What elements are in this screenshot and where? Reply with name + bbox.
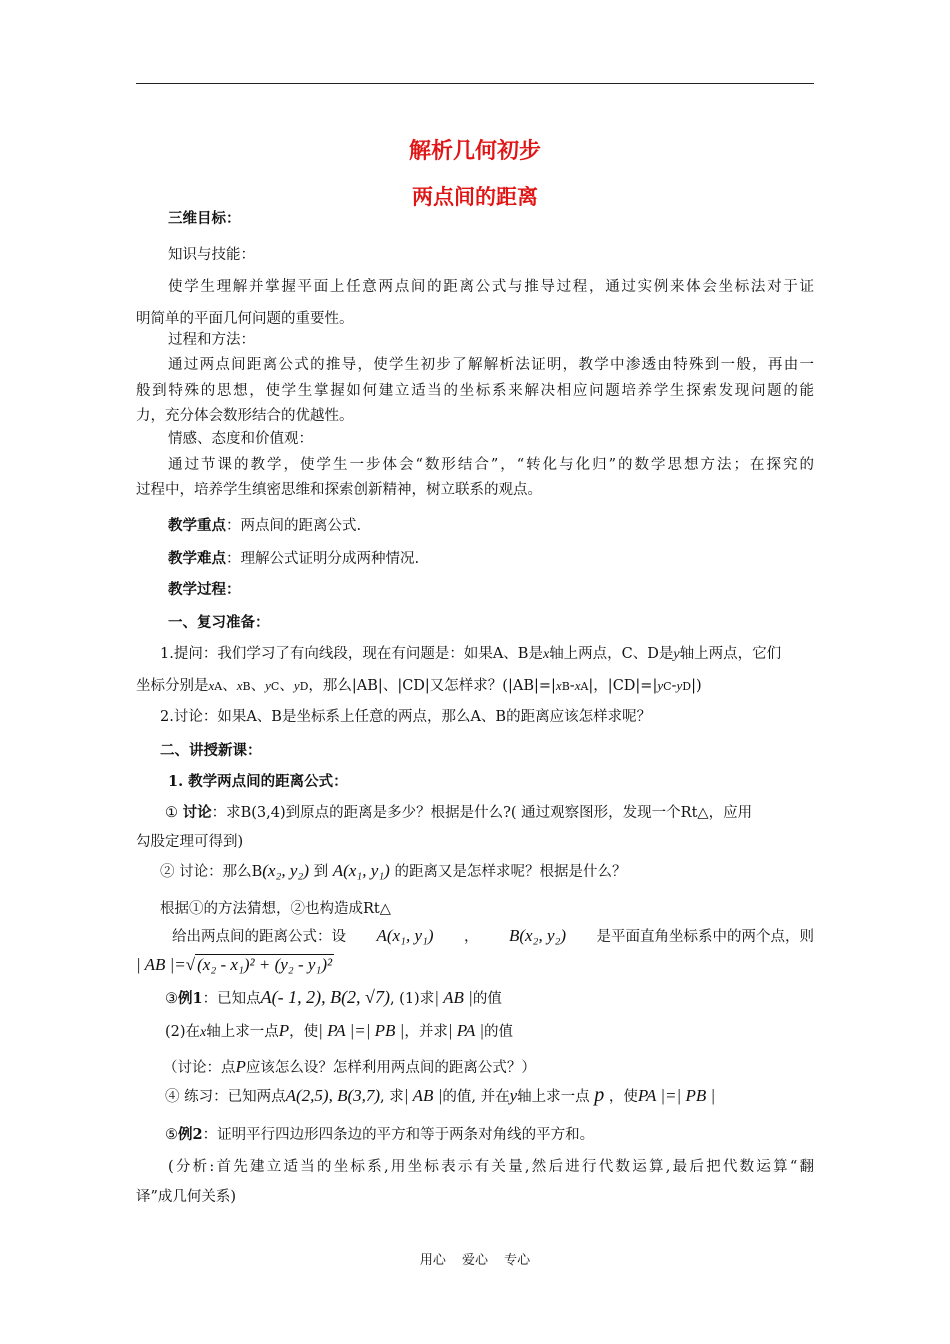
xa-sub: A: [214, 680, 223, 693]
emotion-line-2: 过程中，培养学生缜密思维和探索创新精神，树立联系的观点。: [136, 482, 542, 498]
q1-text-b: 轴上两点，C、D是: [549, 646, 674, 662]
exercise-text-a: 练习：已知两点: [184, 1089, 286, 1105]
yd-sub: D: [299, 680, 309, 693]
discussion-2: [160, 861, 626, 882]
discussion-note-text-a: （讨论：点: [163, 1060, 236, 1076]
example-2-label: 例2: [178, 1126, 203, 1143]
xb2-sub: B: [561, 680, 570, 693]
ex1-part2-text-d: ，并求: [404, 1024, 448, 1040]
exercise-points: A(2,5), B(3,7): [285, 1086, 381, 1105]
emotion-heading: 情感、态度和价值观：: [168, 431, 313, 447]
knowledge-heading: 知识与技能：: [168, 247, 255, 263]
yd2-sub: D: [682, 680, 692, 693]
ex1-p-var: P: [278, 1021, 290, 1040]
formula-intro-text-a: 给出两点间的距离公式：设: [172, 929, 346, 945]
discussion-1: [165, 803, 752, 823]
key-point-label: 教学重点: [168, 517, 226, 534]
yc2-sub: C: [663, 680, 672, 693]
yc2-var: y: [657, 678, 664, 693]
exercise-text-b: , 求: [380, 1089, 404, 1105]
emotion-line-1: 通过节课的教学，使学生一步体会“数形结合”，“转化与化归”的数学思想方法；在探究的: [168, 457, 814, 473]
doc-title: 解析几何初步: [408, 138, 541, 164]
discussion-2-text-b: 到: [313, 864, 329, 880]
analysis-line-2: 译”成几何关系): [136, 1189, 237, 1205]
q1-text-e: ，那么|AB|、|CD|又怎样求？(|AB|=|: [308, 678, 556, 694]
page-footer: 用心 爱心 专心: [419, 1253, 531, 1268]
exercise-y-var: y: [509, 1086, 518, 1105]
ex1-x-var: x: [200, 1025, 207, 1040]
exercise-ab: | AB |: [403, 1086, 443, 1105]
point-b-coords: (x₂, y₂): [262, 861, 309, 880]
discussion-2-text-a: ② 讨论：那么B: [160, 864, 263, 880]
discussion-1-text: ：求B(3,4)到原点的距离是多少？根据是什么?( 通过观察图形，发现一个Rt△，应用: [211, 805, 753, 821]
q1-y-var: y: [673, 647, 680, 662]
yc-var: y: [265, 678, 271, 693]
example-1-ab: | AB |: [434, 988, 473, 1007]
circle-num-1: ①: [165, 805, 178, 821]
discussion-1-label: 讨论: [182, 804, 212, 821]
formula-intro-text-c: 是平面直角坐标系中的两个点，则: [596, 929, 814, 945]
xb-sub: B: [242, 680, 251, 693]
example-1-text-a: ：已知点: [202, 991, 261, 1007]
example-1-text-b: , (1)求: [389, 991, 435, 1007]
ex1-pa: | PA |: [447, 1021, 484, 1040]
discussion-note-text-b: 应该怎么设？怎样利用两点间的距离公式？）: [245, 1060, 536, 1076]
key-point: [168, 516, 361, 536]
exercise-p-var: p: [594, 1084, 605, 1106]
example-1-label: 例1: [178, 990, 203, 1007]
q1-text-f: |，|CD|=|: [588, 678, 658, 694]
formula-intro: [172, 926, 814, 947]
discussion-1-line-2: 勾股定理可得到): [136, 834, 244, 850]
circle-num-3: ③: [165, 991, 178, 1007]
ex1-part2-text-c: ，使: [289, 1024, 319, 1040]
ex1-part2-text-e: 的值: [484, 1024, 513, 1040]
ex1-pa-eq-pb: | PA |=| PB |: [318, 1021, 405, 1040]
example-1-part-2: [165, 1021, 513, 1043]
key-point-text: ：两点间的距离公式.: [226, 518, 362, 534]
difficult-point: [168, 549, 419, 569]
question-2: 2.讨论：如果A、B是坐标系上任意的两点，那么A、B的距离应该怎样求呢？: [160, 709, 652, 725]
q1-text-d: 坐标分别是: [136, 678, 209, 694]
subsection-1-heading: 1. 教学两点间的距离公式：: [168, 773, 348, 790]
formula-comma: ，: [464, 929, 479, 945]
minus-1: -: [569, 678, 575, 694]
knowledge-line-1: 使学生理解并掌握平面上任意两点间的距离公式与推导过程，通过实例来体会坐标法对于证: [168, 279, 814, 295]
exercise-pa-eq-pb: PA |=| PB |: [637, 1086, 716, 1105]
conjecture-line: 根据①的方法猜想，②也构造成Rt△: [160, 901, 391, 917]
q1-x-var: x: [542, 647, 550, 662]
xa2-var: x: [574, 678, 581, 693]
example-2: [165, 1125, 594, 1145]
exercise-text-c: 的值, 并在: [442, 1089, 510, 1105]
circle-num-5: ⑤: [165, 1127, 178, 1143]
yc-sub: C: [270, 680, 280, 693]
example-1: [165, 987, 502, 1009]
discussion-note-p: P: [235, 1057, 246, 1076]
question-1-line-2: 坐标分别是xA、xB、yC、yD，那么|AB|、|CD|又怎样求？(|AB|=|xB-xA|，|CD|=|yC-yD|): [136, 678, 702, 694]
section-2-heading: 二、讲授新课：: [160, 742, 262, 759]
xb2-var: x: [555, 678, 562, 693]
ex1-part2-text-a: (2)在: [165, 1024, 201, 1040]
question-1-line-1: [160, 644, 781, 665]
q1-text-a: 1.提问：我们学习了有向线段，现在有问题是：如果A、B是: [160, 646, 543, 662]
exercise-text-d: 轴上求一点: [517, 1089, 590, 1105]
sqrt-symbol: √: [185, 955, 196, 974]
example-1-text-c: 的值: [472, 991, 502, 1007]
process-line-1: 通过两点间距离公式的推导，使学生初步了解解析法证明，教学中渗透由特殊到一般，再由一: [168, 357, 814, 373]
knowledge-line-2: 明简单的平面几何问题的重要性。: [136, 311, 354, 327]
q1-text-g: |): [691, 678, 702, 694]
xa2-sub: A: [580, 680, 589, 693]
section-1-heading: 一、复习准备：: [168, 614, 270, 631]
ex1-part2-text-b: 轴上求一点: [206, 1024, 279, 1040]
xa-var: x: [208, 678, 215, 693]
goals-heading: 三维目标：: [168, 210, 241, 227]
exercise-text-e: ，使: [608, 1089, 638, 1105]
exercise: [165, 1085, 715, 1107]
formula-lhs: | AB |=: [136, 955, 186, 974]
discussion-note: [163, 1057, 536, 1078]
example-1-points: A(- 1, 2), B(2, √7): [260, 987, 390, 1007]
yd-var: y: [293, 678, 300, 693]
circle-num-4: ④: [165, 1089, 180, 1105]
q1-text-c: 轴上两点，它们: [679, 646, 782, 662]
doc-subtitle: 两点间的距离: [412, 184, 538, 209]
example-2-text: ：证明平行四边形四条边的平方和等于两条对角线的平方和。: [202, 1127, 595, 1143]
process-line-3: 力，充分体会数形结合的优越性。: [136, 408, 354, 424]
point-a-coords: A(x₁, y₁): [332, 861, 390, 880]
teaching-process-heading: 教学过程：: [168, 581, 241, 598]
analysis-line-1: (分析:首先建立适当的坐标系,用坐标表示有关量,然后进行代数运算,最后把代数运算“翻: [168, 1159, 814, 1175]
header-rule: [136, 83, 814, 84]
distance-formula: [136, 955, 334, 976]
formula-point-b: B(x₂, y₂): [508, 926, 567, 945]
formula-point-a: A(x₁, y₁): [376, 926, 434, 945]
minus-2: -: [671, 678, 677, 694]
xb-var: x: [236, 678, 243, 693]
discussion-2-text-c: 的距离又是怎样求呢？根据是什么？: [394, 864, 627, 880]
difficult-point-text: ：理解公式证明分成两种情况.: [226, 551, 420, 567]
process-heading: 过程和方法：: [168, 332, 255, 348]
difficult-point-label: 教学难点: [168, 550, 226, 567]
yd2-var: y: [676, 678, 683, 693]
formula-radicand: (x₂ - x₁)² + (y₂ - y₁)²: [197, 955, 333, 974]
process-line-2: 般到特殊的思想，使学生掌握如何建立适当的坐标系来解决相应问题培养学生探索发现问题的能: [136, 383, 814, 399]
